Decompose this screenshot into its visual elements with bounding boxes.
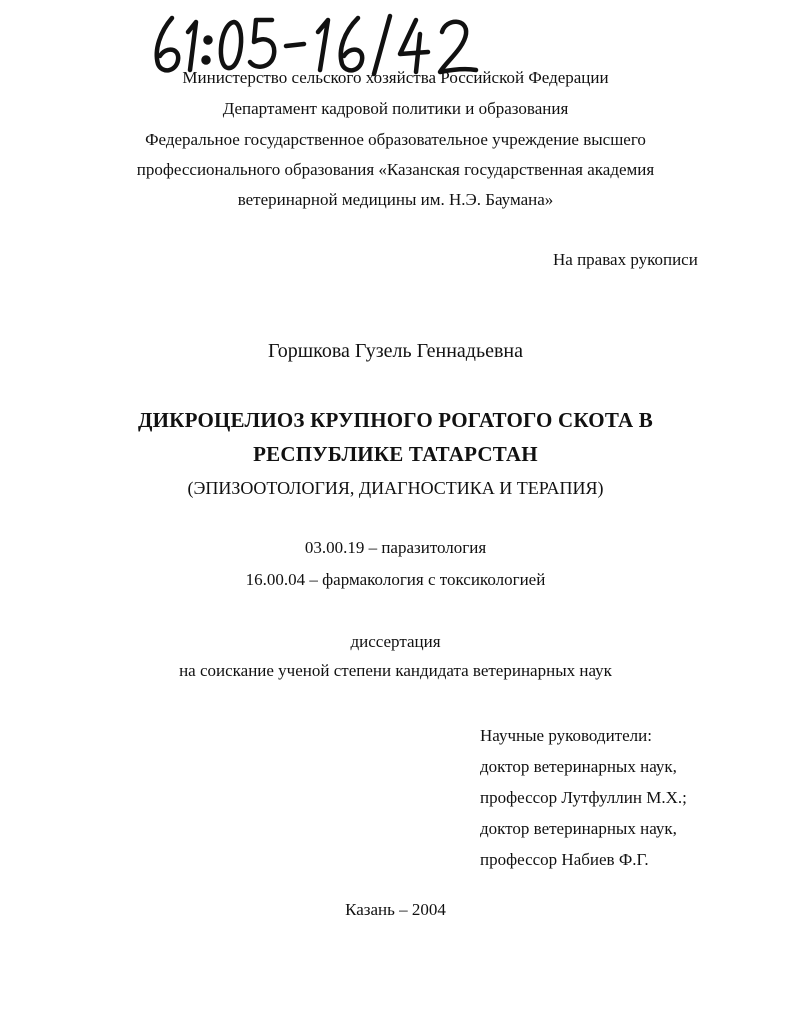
specialty-2: 16.00.04 – фармакология с токсикологией bbox=[245, 570, 546, 589]
institution-line-1: Министерство сельского хозяйства Российской Федерации bbox=[182, 68, 609, 87]
supervisor-line: профессор Лутфуллин М.Х.; bbox=[480, 788, 687, 807]
author-name: Горшкова Гузель Геннадьевна bbox=[267, 340, 524, 362]
title-line-1: ДИКРОЦЕЛИОЗ КРУПНОГО РОГАТОГО СКОТА В bbox=[137, 408, 654, 432]
supervisor-line: профессор Набиев Ф.Г. bbox=[480, 850, 649, 869]
supervisor-line: доктор ветеринарных наук, bbox=[480, 819, 677, 838]
city-year: Казань – 2004 bbox=[345, 900, 446, 919]
supervisors-block bbox=[480, 720, 687, 875]
title-line-2: РЕСПУБЛИКЕ ТАТАРСТАН bbox=[253, 442, 538, 466]
institution-line-3: Федеральное государственное образовательное учреждение высшего bbox=[145, 130, 646, 149]
institution-line-4: профессионального образования «Казанская государственная академия bbox=[136, 160, 655, 179]
institution-line-5: ветеринарной медицины им. Н.Э. Баумана» bbox=[237, 190, 554, 209]
rights-note: На правах рукописи bbox=[553, 250, 698, 269]
title-subtitle: (ЭПИЗООТОЛОГИЯ, ДИАГНОСТИКА И ТЕРАПИЯ) bbox=[187, 478, 604, 498]
institution-line-2: Департамент кадровой политики и образования bbox=[222, 99, 569, 118]
degree-purpose: на соискание ученой степени кандидата ветеринарных наук bbox=[179, 661, 612, 680]
supervisors-heading: Научные руководители: bbox=[480, 726, 652, 745]
supervisor-line: доктор ветеринарных наук, bbox=[480, 757, 677, 776]
degree-type: диссертация bbox=[350, 632, 441, 651]
specialty-1: 03.00.19 – паразитология bbox=[304, 538, 487, 557]
